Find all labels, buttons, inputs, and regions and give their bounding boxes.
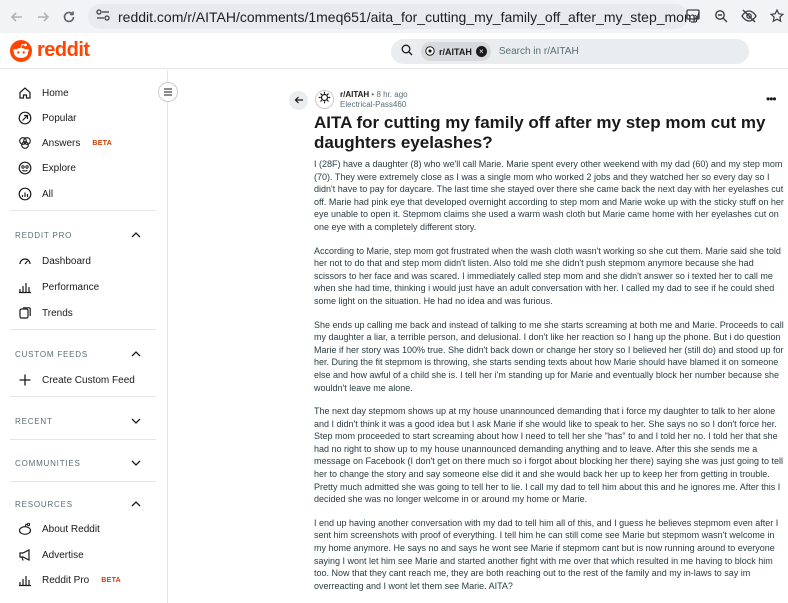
sidebar-item-performance[interactable]: [18, 277, 99, 297]
arrow-left-icon: [294, 92, 304, 110]
about-icon: [18, 522, 32, 536]
install-app-icon[interactable]: [682, 4, 704, 28]
chevron-down-icon[interactable]: [131, 459, 141, 468]
post-paragraph: The next day stepmom shows up at my house unannounced demanding that i force my daughter to talk to her alone and I didn't think it was a good idea but I ask Marie if she would like to speak to her. She says no so I don't force her. Step mom proceeded to start screaming about how I need to tell her she "has" to and I told her no. I told her that she had no right to show up to my house unannounced demanding anything and to leave. After this she sends me a message on Facebook (I don't get on there much so i forgot about blocking her there) saying she was just going to tell her to change the story and say someone else did it and she would back her up to keep her from getting in trouble. Pretty much admitted she was going to tell her to lie. I call my dad to tell him about this and he ignores me. After this I decided she was no longer welcome in or around my home or Marie.: [314, 406, 783, 505]
resources-section-header[interactable]: [15, 500, 141, 509]
popular-icon: [18, 111, 32, 125]
chevron-up-icon[interactable]: [131, 231, 141, 240]
address-bar[interactable]: [88, 4, 700, 29]
sidebar-item-label: Reddit Pro: [42, 574, 90, 586]
sidebar-divider: [10, 329, 156, 330]
post-title: AITA for cutting my family off after my step mom cut my daughters eyelashes?: [314, 113, 766, 152]
sidebar-divider: [10, 439, 156, 440]
trends-icon: [18, 306, 32, 320]
reload-icon[interactable]: [56, 4, 82, 30]
advertise-icon: [18, 548, 32, 562]
sidebar-item-label: Trends: [42, 307, 73, 319]
forward-arrow-icon[interactable]: [30, 4, 56, 30]
section-heading: COMMUNITIES: [15, 459, 81, 468]
remove-scope-icon[interactable]: ×: [476, 46, 487, 57]
sidebar-item-advertise[interactable]: [18, 545, 84, 565]
sidebar-item-create-custom-feed[interactable]: [18, 370, 135, 390]
collapse-sidebar-button[interactable]: [158, 82, 178, 102]
sidebar-item-label: Create Custom Feed: [42, 374, 135, 386]
reddit-wordmark: reddit: [37, 39, 90, 61]
section-heading: RESOURCES: [15, 500, 73, 509]
search-bar[interactable]: [391, 39, 749, 64]
bookmark-star-icon[interactable]: [766, 4, 788, 28]
back-arrow-icon[interactable]: [4, 4, 30, 30]
sidebar-item-label: Popular: [42, 112, 77, 124]
dashboard-icon: [18, 254, 32, 268]
left-sidebar: [0, 70, 168, 603]
more-options-icon[interactable]: •••: [766, 92, 776, 106]
home-icon: [18, 86, 32, 100]
sidebar-item-answers[interactable]: [18, 133, 112, 153]
post-meta: [340, 90, 408, 110]
sidebar-item-label: Answers: [42, 137, 81, 149]
all-icon: [18, 187, 32, 201]
recent-section-header[interactable]: [15, 417, 141, 426]
sidebar-item-label: Dashboard: [42, 255, 91, 267]
custom-feeds-section-header[interactable]: [15, 350, 141, 359]
beta-badge: BETA: [101, 576, 121, 584]
post-time: 8 hr. ago: [376, 90, 408, 99]
chevron-down-icon[interactable]: [131, 417, 141, 426]
sidebar-item-label: About Reddit: [42, 523, 100, 535]
sidebar-item-popular[interactable]: [18, 108, 76, 128]
sidebar-item-home[interactable]: [18, 83, 69, 103]
sidebar-item-label: Explore: [42, 162, 76, 174]
post-body: [314, 158, 784, 603]
subreddit-chip-icon: [425, 43, 435, 61]
section-heading: RECENT: [15, 417, 53, 426]
explore-icon: [18, 161, 32, 175]
reddit-snoo-icon: [10, 40, 32, 62]
reddit-header: [0, 33, 788, 69]
sidebar-item-label: Advertise: [42, 549, 84, 561]
search-scope-label: r/AITAH: [439, 46, 472, 57]
menu-icon: [163, 83, 173, 101]
sidebar-item-label: Performance: [42, 281, 100, 293]
zoom-icon[interactable]: [710, 4, 732, 28]
post-paragraph: I (28F) have a daughter (8) who we'll call Marie. Marie spent every other weekend with my dad (60) and my step mom (70). They were extremely close as I was a single mom who worked 2 jobs and they watched her so every day so I didn't have to pay for daycare. The last time she stayed over there she came back the next day with her eyelashes cut off. Marie had pink eye that developed overnight according to step mom and Marie woke up with the sticky stuff on her eye unable to open it. Stepmom claims she used a warm wash cloth but Marie came home with her eyelashes cut on one eye with a completely different story.: [314, 159, 784, 232]
browser-toolbar: [0, 0, 788, 33]
communities-section-header[interactable]: [15, 459, 141, 468]
section-heading: CUSTOM FEEDS: [15, 350, 89, 359]
reddit-pro-icon: [18, 573, 32, 587]
eye-off-icon[interactable]: [738, 4, 760, 28]
chevron-up-icon[interactable]: [131, 500, 141, 509]
performance-icon: [18, 280, 32, 294]
sidebar-item-dashboard[interactable]: [18, 251, 91, 271]
url-text[interactable]: reddit.com/r/AITAH/comments/1meq651/aita_for_cutting_my_family_off_after_my_step_mom/: [118, 8, 700, 25]
site-settings-icon[interactable]: [96, 8, 110, 26]
sidebar-item-label: All: [42, 188, 54, 200]
sidebar-item-trends[interactable]: [18, 303, 73, 323]
sidebar-divider: [10, 396, 156, 397]
plus-icon: [18, 373, 32, 387]
search-icon: [401, 43, 413, 61]
subreddit-icon: [318, 91, 331, 109]
sidebar-divider: [10, 481, 156, 482]
search-input[interactable]: Search in r/AITAH: [498, 46, 579, 57]
beta-badge: BETA: [92, 139, 113, 147]
sidebar-divider: [10, 210, 156, 211]
sidebar-item-about-reddit[interactable]: [18, 519, 100, 539]
post-paragraph: She ends up calling me back and instead of talking to me she starts screaming at both me and Marie. Proceeds to call my daughter a liar, a terrible person, and delusional. I don't like her reaction so I hang up the phone. But i do question Marie if her story was 100% true. She didn't back down or change her story so I believed her (still do) and stood up for her. During the fit stepmom is throwing, she starts sending texts about how Marie should have blamed it on someone else and how awful of a child she is. I tell her i'm standing up for Marie and eventually block her number because she wouldn't leave me alone.: [314, 319, 784, 393]
meta-separator: •: [371, 90, 377, 99]
sidebar-item-explore[interactable]: [18, 158, 76, 178]
back-button[interactable]: [289, 91, 308, 110]
section-heading: REDDIT PRO: [15, 231, 73, 240]
post-author[interactable]: Electrical-Pass460: [340, 100, 407, 109]
answers-icon: [18, 136, 32, 150]
search-scope-chip[interactable]: [421, 42, 491, 61]
reddit-logo[interactable]: [10, 39, 90, 62]
sidebar-item-all[interactable]: [18, 184, 53, 204]
subreddit-avatar[interactable]: [315, 90, 334, 109]
subreddit-link[interactable]: r/AITAH: [340, 90, 370, 99]
reddit-pro-section-header[interactable]: [15, 231, 141, 240]
post-paragraph: According to Marie, step mom got frustrated when the wash cloth wasn't working so she cut them. Marie said she told her not to do that and step mom didn't listen. Also told me she didn't push stepmom anymore because she had scissors to her face and was scared. I immediately called step mom and she didn't answer so i texted her to call me when she had time, thinking i would just have an adult conversation with her. I called my dad to see if he could shed some light on the situation. He had no idea and was furious.: [314, 245, 781, 306]
post-paragraph: I end up having another conversation with my dad to tell him all of this, and I guess he believes stepmom even after I sent him screenshots with proof of everything. I tell him he can still come see Marie but stepmom wasn't welcome in my home anymore. He says no and says he wont see Marie if stepmom cant but is now running around to everyone saying I wont let him see Marie and started another fight with me over that which resulted in me having to block him too. Now that they cant reach me, they are both reaching out to the rest of the family and my in-laws to say im overreacting and I wont let them see Marie. AITA?: [314, 517, 779, 591]
sidebar-item-label: Home: [42, 87, 69, 99]
sidebar-item-reddit-pro[interactable]: [18, 570, 121, 590]
chevron-up-icon[interactable]: [131, 350, 141, 359]
